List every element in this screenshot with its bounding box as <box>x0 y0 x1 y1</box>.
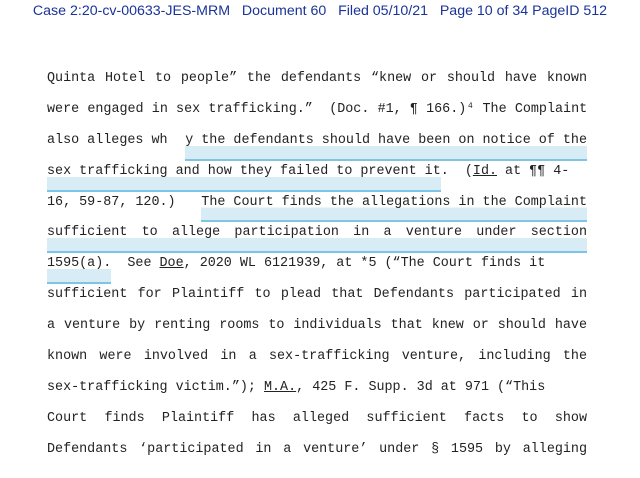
highlighted-text: 1595(a). <box>47 253 111 284</box>
citation-doe: Doe <box>159 256 184 272</box>
text-line-8: sufficient for Plaintiff to plead that Defendants participated in <box>47 287 587 303</box>
case-number: Case 2:20-cv-00633-JES-MRM <box>32 3 231 19</box>
text-line-13: Defendants ‘participated in a venture’ under § 1595 by alleging <box>47 441 587 457</box>
filed-date: Filed 05/10/21 <box>338 3 429 19</box>
text-line-11: sex-trafficking victim.”); M.A. , 425 F. Supp. 3d at 971 (“This <box>47 377 587 408</box>
highlighted-text: sufficient to allege participation in a venture under section <box>47 222 587 253</box>
body-text <box>47 68 587 470</box>
text-line-12: Court finds Plaintiff has alleged sufficient facts to show <box>47 410 587 426</box>
citation-ma: M.A. <box>263 379 297 395</box>
text-line-7: 1595(a). See Doe , 2020 WL 6121939, at *5 (“The Court finds it <box>47 253 587 284</box>
citation-id: Id. <box>472 163 498 179</box>
text-line-2: were engaged in sex trafficking.” (Doc. #1, ¶ 166.)⁴ The Complaint <box>47 101 588 117</box>
page-id: Page 10 of 34 PageID 512 <box>439 3 608 19</box>
document-number: Document 60 <box>241 3 327 19</box>
text-line-10: known were involved in a sex-trafficking venture, including the <box>47 349 587 365</box>
text-line-4: sex trafficking and how they failed to prevent it . ( Id. at ¶¶ 4- <box>47 161 587 192</box>
highlighted-text: y the defendants should have been on notice of the <box>185 130 587 161</box>
highlighted-text: The Court finds the allegations in the Complaint <box>201 192 587 223</box>
case-header <box>0 3 640 19</box>
text-line-1: Quinta Hotel to people” the defendants “knew or should have known <box>47 71 587 86</box>
text-line-6 <box>47 222 587 253</box>
text-line-5: 16, 59-87, 120.) The Court finds the allegations in the Complaint <box>47 192 587 223</box>
highlighted-text: sex trafficking and how they failed to prevent it <box>47 161 441 192</box>
text-line-3: also alleges wh y the defendants should have been on notice of the <box>47 130 587 161</box>
text-line-9: a venture by renting rooms to individuals that knew or should have <box>47 318 587 334</box>
